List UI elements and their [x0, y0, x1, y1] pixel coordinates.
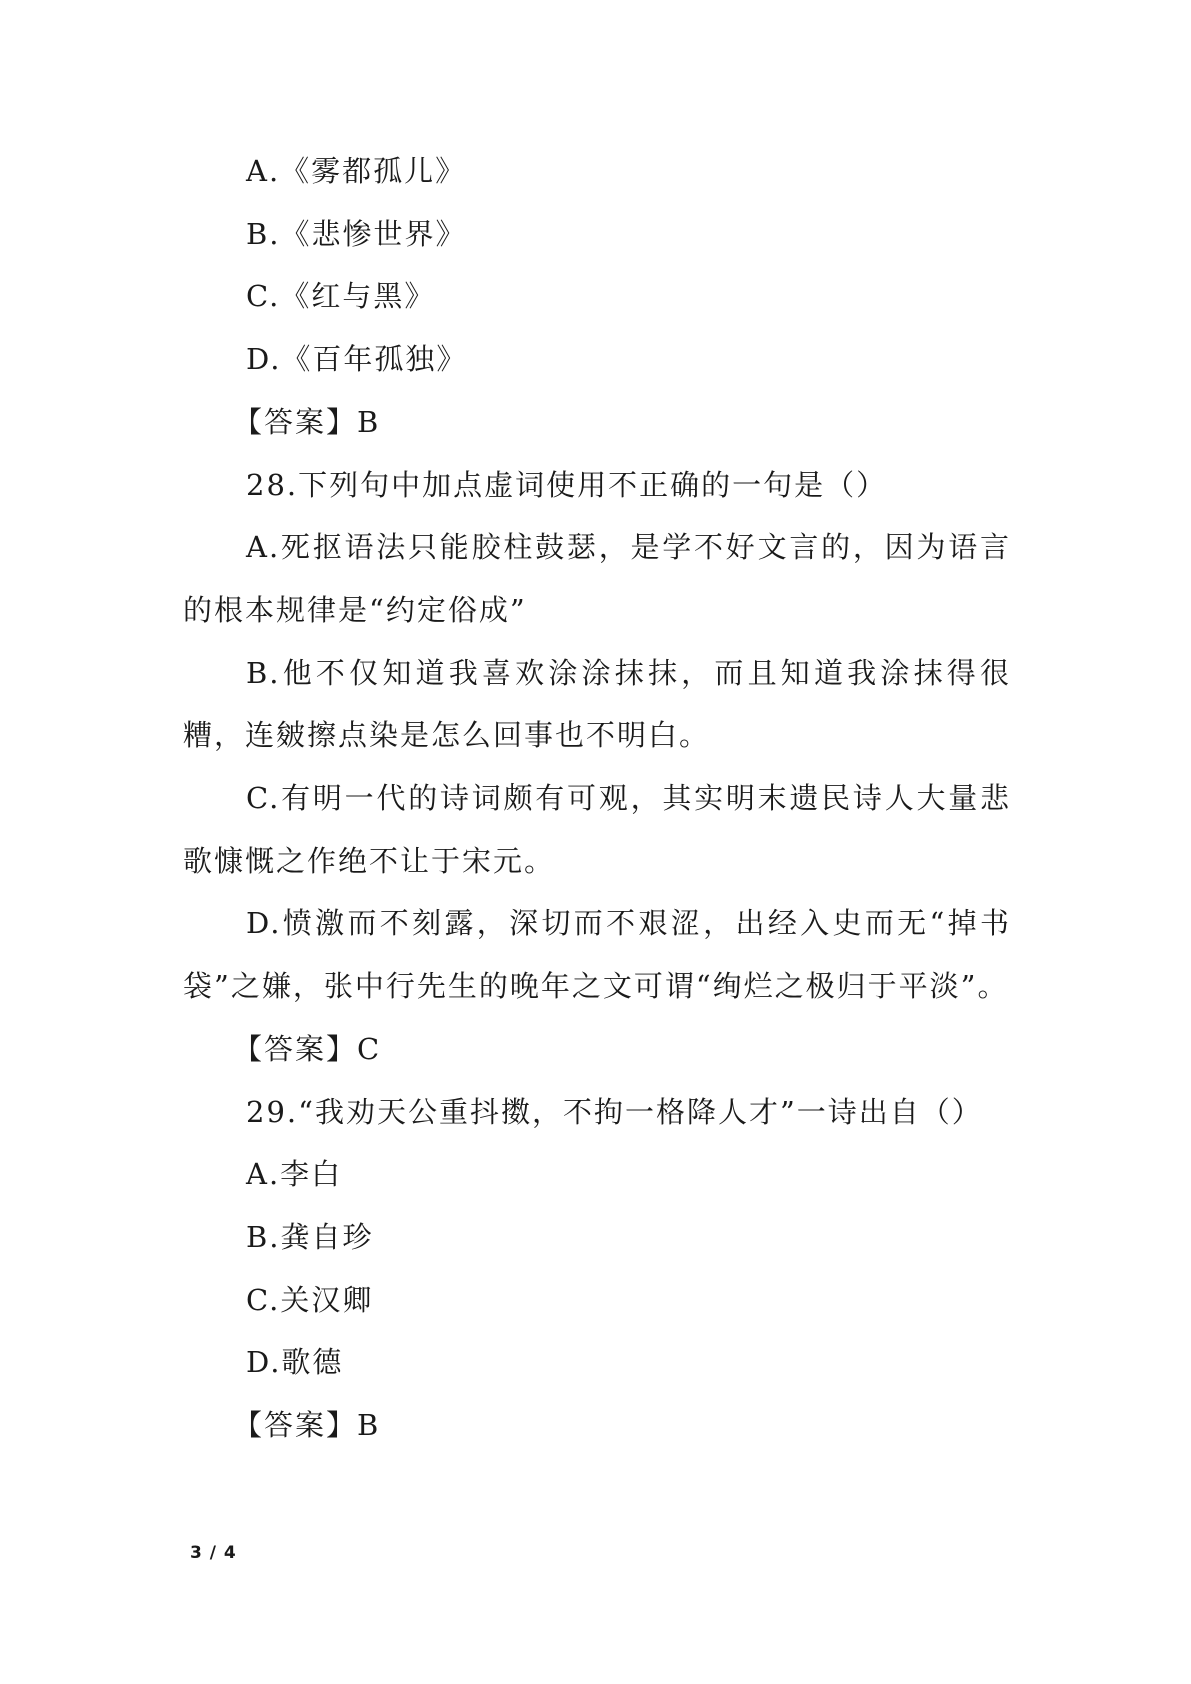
q28-option-b: B.他不仅知道我喜欢涂涂抹抹，而且知道我涂抹得很糟，连皴擦点染是怎么回事也不明白。	[183, 655, 1011, 753]
q28-option-a: A.死抠语法只能胶柱鼓瑟，是学不好文言的，因为语言的根本规律是“约定俗成”	[183, 530, 1011, 627]
page-number: 3 / 4	[190, 1543, 237, 1563]
q27-option-d: D.《百年孤独》	[246, 342, 468, 377]
q28-stem: 28.下列句中加点虚词使用不正确的一句是（）	[246, 467, 888, 502]
q27-option-b: B.《悲惨世界》	[246, 216, 467, 251]
q29-option-a: A.李白	[246, 1157, 343, 1192]
q28-option-c: C.有明一代的诗词颇有可观，其实明末遗民诗人大量悲歌慷慨之作绝不让于宋元。	[183, 781, 1011, 878]
q29-option-d: D.歌德	[246, 1345, 344, 1380]
q27-answer: 【答案】B	[233, 404, 381, 439]
q28-answer: 【答案】C	[233, 1031, 382, 1066]
q27-option-c: C.《红与黑》	[246, 279, 436, 314]
q29-answer: 【答案】B	[233, 1408, 381, 1443]
q29-option-c: C.关汉卿	[246, 1282, 374, 1317]
page-content	[183, 140, 1011, 1457]
q29-option-b: B.龚自珍	[246, 1219, 374, 1254]
q28-option-d: D.愤激而不刻露，深切而不艰涩，出经入史而无“掉书袋”之嫌，张中行先生的晚年之文可谓“绚烂之极归于平淡”。	[183, 906, 1011, 1004]
q27-option-a: A.《雾都孤儿》	[246, 154, 467, 188]
q29-stem: 29.“我劝天公重抖擞，不拘一格降人才”一诗出自（）	[246, 1094, 983, 1129]
